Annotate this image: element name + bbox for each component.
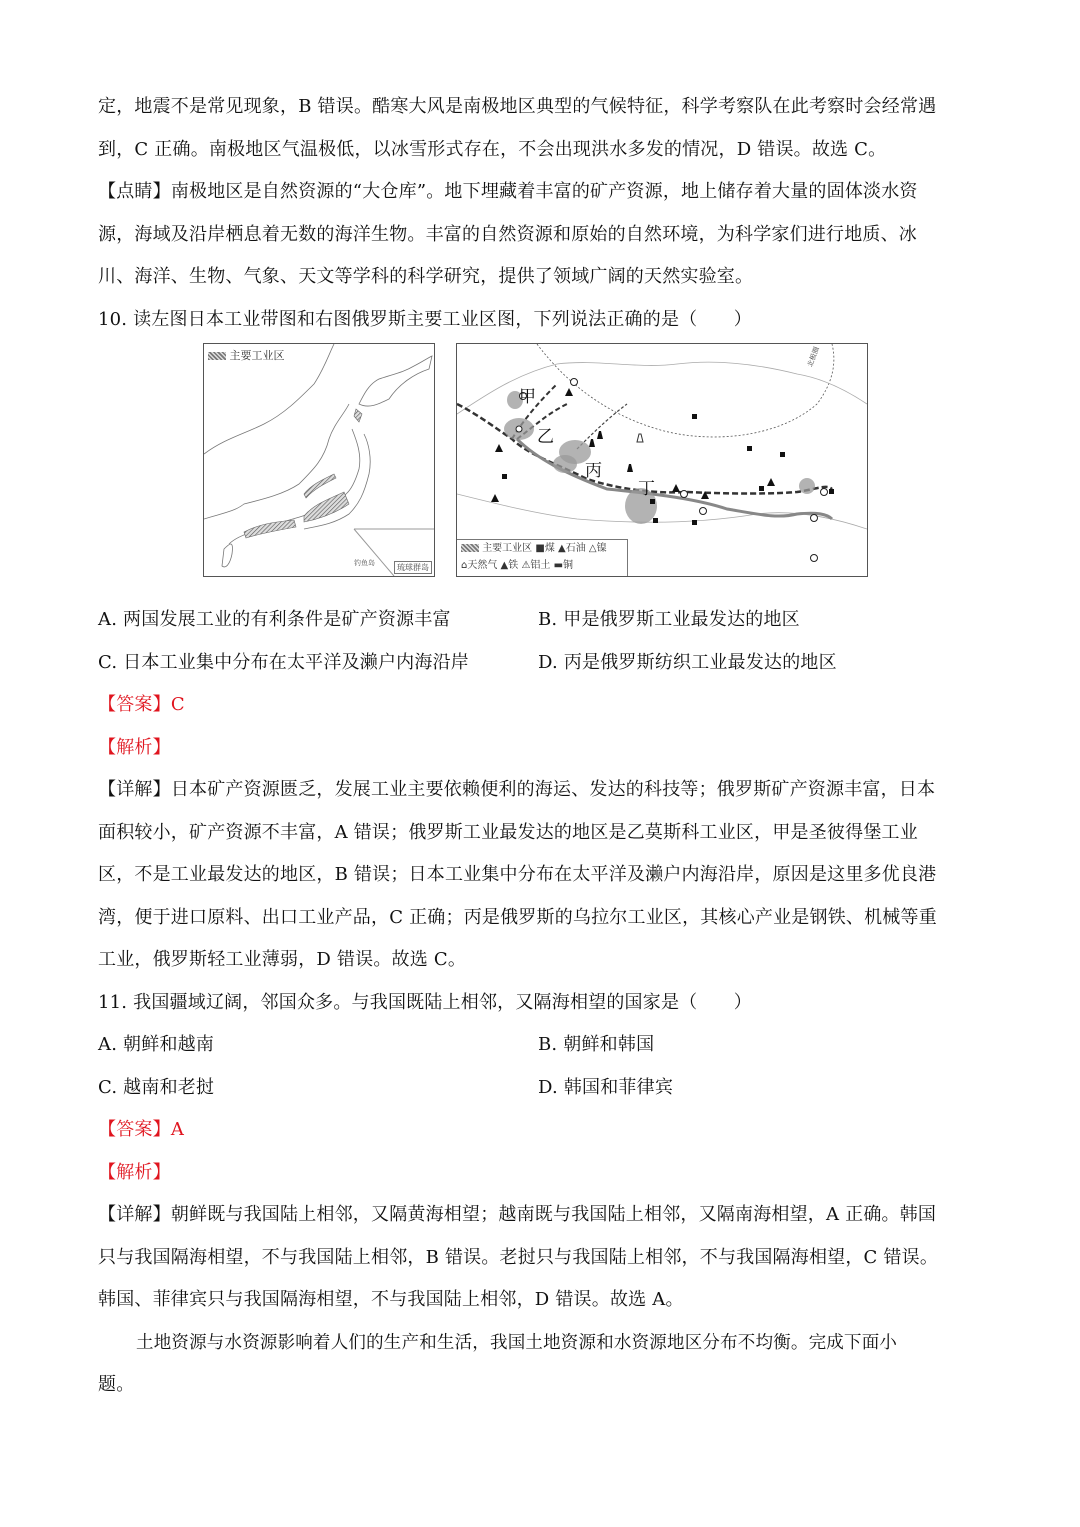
region-label-jia: 甲 [519, 387, 536, 407]
arctic-circle-label: 北极圈 [806, 345, 821, 369]
option-c: C. 日本工业集中分布在太平洋及濑户内海沿岸 [98, 651, 469, 673]
answer-value: C [170, 694, 185, 715]
options-row [98, 642, 978, 685]
text-line: 韩国、菲律宾只与我国隔海相望，不与我国陆上相邻，D 错误。故选 A。 [98, 1289, 684, 1310]
option-c: C. 越南和老挝 [98, 1076, 215, 1098]
russia-industrial-map [456, 343, 868, 577]
analysis-tag: 【解析】 [98, 736, 171, 758]
industrial-zone-swatch-icon [208, 352, 226, 360]
options-row [98, 1024, 978, 1067]
text-line: 工业，俄罗斯轻工业薄弱，D 错误。故选 C。 [98, 949, 467, 970]
option-d: D. 韩国和菲律宾 [538, 1076, 674, 1098]
question-11 [98, 982, 978, 1322]
text-line: 题。 [98, 1374, 135, 1395]
question-10 [98, 299, 978, 982]
russia-map-legend: 主要工业区 ■煤 ▲石油 △镍 ⌂天然气 ▲铁 ⚠铝土 ▬铜 [457, 539, 628, 576]
options-row [98, 1067, 978, 1110]
detail-tag: 【详解】 [98, 779, 171, 800]
industrial-zone-swatch-icon [461, 544, 479, 552]
question-stem: 11. 我国疆域辽阔，邻国众多。与我国既陆上相邻，又隔海相望的国家是（ ） [98, 991, 752, 1013]
text-line: 朝鲜既与我国陆上相邻，又隔黄海相望；越南既与我国陆上相邻，又隔南海相望，A 正确。韩国 [170, 1204, 937, 1225]
figures [98, 341, 978, 599]
region-label-ding: 丁 [638, 479, 655, 499]
text-line: 只与我国隔海相望，不与我国陆上相邻，B 错误。老挝只与我国陆上相邻，不与我国隔海相望，C 错误。 [98, 1246, 939, 1268]
japan-map-graphic [204, 344, 434, 576]
options-row [98, 599, 978, 642]
iron-icon: ▲ [500, 560, 509, 571]
region-label-yi: 乙 [537, 427, 554, 447]
japan-industrial-map [203, 343, 435, 577]
region-label-bing: 丙 [585, 461, 602, 481]
copper-icon: ▬ [553, 560, 564, 571]
text-line: 湾，便于进口原料、出口工业产品，C 正确；丙是俄罗斯的乌拉尔工业区，其核心产业是钢铁、机械等重 [98, 906, 937, 928]
bauxite-icon: ⚠ [521, 560, 531, 571]
coal-icon: ■ [535, 543, 545, 554]
comment-section [98, 171, 978, 299]
text-line: 源，海域及沿岸栖息着无数的海洋生物。丰富的自然资源和原始的自然环境，为科学家们进行地质、冰 [98, 223, 917, 245]
comment-tag: 【点睛】 [98, 181, 171, 202]
text-line: 到，C 正确。南极地区气温极低，以冰雪形式存在，不会出现洪水多发的情况，D 错误。故选 C。 [98, 138, 887, 160]
previous-explanation [98, 86, 978, 171]
ryukyu-label: 琉球群岛 [394, 561, 432, 574]
answer-tag: 【答案】 [98, 1119, 171, 1140]
text-line: 面积较小，矿产资源不丰富，A 错误；俄罗斯工业最发达的地区是乙莫斯科工业区，甲是圣彼得堡工业 [98, 821, 918, 843]
answer-tag: 【答案】 [98, 694, 171, 715]
option-d: D. 丙是俄罗斯纺织工业最发达的地区 [538, 651, 837, 673]
nickel-icon: △ [588, 543, 597, 554]
answer-line [98, 1109, 978, 1152]
text-line: 川、海洋、生物、气象、天文等学科的科学研究，提供了领域广阔的天然实验室。 [98, 266, 754, 287]
oil-icon: ▲ [558, 543, 566, 554]
diaoyu-label: 钓鱼岛 [354, 559, 375, 567]
document-page [98, 86, 978, 1407]
answer-value: A [170, 1119, 185, 1140]
option-b: B. 甲是俄罗斯工业最发达的地区 [538, 609, 800, 630]
option-a: A. 朝鲜和越南 [98, 1034, 215, 1055]
question-stem: 10. 读左图日本工业带图和右图俄罗斯主要工业区图，下列说法正确的是（ ） [98, 308, 752, 330]
option-a: A. 两国发展工业的有利条件是矿产资源丰富 [98, 609, 451, 630]
next-section-intro [98, 1322, 978, 1407]
analysis-tag: 【解析】 [98, 1161, 171, 1183]
detail-tag: 【详解】 [98, 1204, 171, 1225]
natural-gas-icon: ⌂ [461, 560, 468, 571]
text-line: 定，地震不是常见现象，B 错误。酷寒大风是南极地区典型的气候特征，科学考察队在此考察时会经常遇 [98, 96, 937, 117]
option-b: B. 朝鲜和韩国 [538, 1034, 655, 1055]
text-line: 南极地区是自然资源的“大仓库”。地下埋藏着丰富的矿产资源，地上储存着大量的固体淡水资 [170, 181, 918, 202]
text-line: 土地资源与水资源影响着人们的生产和生活，我国土地资源和水资源地区分布不均衡。完成下面小 [136, 1332, 898, 1353]
text-line: 区，不是工业最发达的地区，B 错误；日本工业集中分布在太平洋及濑户内海沿岸，原因是这里多优良港 [98, 864, 937, 885]
answer-line [98, 684, 978, 727]
text-line: 日本矿产资源匮乏，发展工业主要依赖便利的海运、发达的科技等；俄罗斯矿产资源丰富，日本 [170, 779, 936, 800]
japan-map-legend: 主要工业区 [208, 347, 285, 363]
